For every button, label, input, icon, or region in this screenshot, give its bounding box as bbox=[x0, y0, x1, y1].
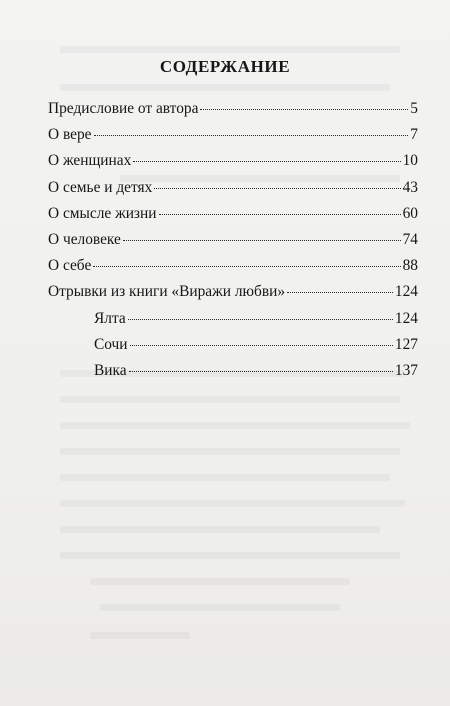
dot-leader bbox=[93, 266, 400, 267]
dot-leader bbox=[94, 135, 409, 136]
toc-entry-page: 43 bbox=[402, 178, 418, 196]
dot-leader bbox=[130, 345, 393, 346]
dot-leader bbox=[200, 109, 408, 110]
toc-subentry-yalta[interactable] bbox=[48, 310, 418, 336]
toc-entry-page: 127 bbox=[394, 335, 418, 353]
show-through-line bbox=[60, 500, 405, 507]
toc-entry-title: Предисловие от автора bbox=[48, 100, 199, 117]
show-through-line bbox=[90, 632, 190, 639]
page-title: СОДЕРЖАНИЕ bbox=[159, 57, 291, 76]
toc-entry-title: О вере bbox=[48, 126, 92, 144]
toc-entry-title: Ялта bbox=[94, 309, 126, 327]
toc-entry-faith[interactable] bbox=[48, 126, 418, 152]
toc-entry-page: 137 bbox=[394, 361, 418, 379]
show-through-line bbox=[60, 84, 390, 91]
toc-entry-excerpts[interactable] bbox=[48, 283, 418, 309]
toc-entry-title: О человеке bbox=[48, 230, 121, 248]
toc-entry-page: 60 bbox=[402, 204, 418, 222]
toc-entry-title: Сочи bbox=[94, 335, 128, 353]
show-through-line bbox=[60, 552, 400, 559]
show-through-line bbox=[90, 578, 350, 585]
show-through-line bbox=[60, 526, 380, 533]
toc-subentry-vika[interactable] bbox=[48, 362, 418, 388]
show-through-line bbox=[60, 474, 390, 481]
toc-entry-page: 10 bbox=[402, 152, 418, 170]
toc-entry-man[interactable] bbox=[48, 231, 418, 257]
dot-leader bbox=[133, 161, 400, 162]
dot-leader bbox=[154, 188, 400, 189]
toc-entry-page: 5 bbox=[410, 100, 418, 117]
toc-entry-title: О смысле жизни bbox=[48, 204, 157, 222]
toc-entry-page: 7 bbox=[410, 126, 418, 144]
toc-entry-page: 124 bbox=[394, 309, 418, 327]
toc-entry-preface[interactable] bbox=[48, 100, 418, 126]
dot-leader bbox=[128, 319, 393, 320]
toc-entry-title: О женщинах bbox=[48, 152, 132, 170]
toc-entry-self[interactable] bbox=[48, 257, 418, 283]
toc-entry-title: Отрывки из книги «Виражи любви» bbox=[48, 283, 286, 301]
show-through-line bbox=[60, 46, 400, 53]
dot-leader bbox=[159, 214, 401, 215]
toc-subentry-sochi[interactable] bbox=[48, 336, 418, 362]
toc-entry-page: 124 bbox=[394, 283, 418, 301]
toc-entry-title: О себе bbox=[48, 257, 92, 275]
table-of-contents bbox=[48, 100, 418, 388]
toc-entry-meaning-of-life[interactable] bbox=[48, 205, 418, 231]
show-through-line bbox=[60, 448, 400, 455]
toc-entry-page: 74 bbox=[402, 230, 418, 248]
toc-entry-title: О семье и детях bbox=[48, 178, 153, 196]
dot-leader bbox=[287, 292, 393, 293]
toc-entry-page: 88 bbox=[402, 257, 418, 275]
show-through-line bbox=[60, 396, 400, 403]
show-through-line bbox=[100, 604, 340, 611]
toc-entry-family[interactable] bbox=[48, 179, 418, 205]
show-through-line bbox=[60, 422, 410, 429]
dot-leader bbox=[123, 240, 401, 241]
toc-entry-women[interactable] bbox=[48, 152, 418, 178]
toc-entry-title: Вика bbox=[94, 361, 127, 379]
dot-leader bbox=[129, 371, 393, 372]
